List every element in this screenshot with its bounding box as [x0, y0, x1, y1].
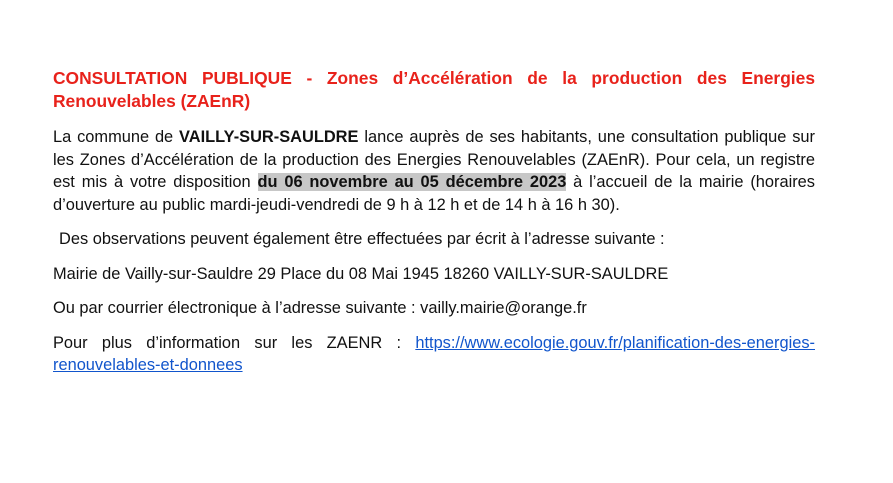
info-text: Pour plus d’information sur les ZAENR : [53, 333, 416, 352]
email-paragraph: Ou par courrier électronique à l’adresse suivante : vailly.mairie@orange.fr [53, 299, 587, 317]
commune-name: VAILLY-SUR-SAULDRE [179, 128, 359, 146]
info-paragraph [53, 332, 815, 377]
document-body [53, 67, 815, 389]
intro-paragraph [53, 126, 815, 216]
observations-paragraph: Des observations peuvent également être effectuées par écrit à l’adresse suivante : [59, 230, 665, 248]
intro-text-2: lance auprès de ses habitants, une consultation publique sur les Zones d’Accélération de la production des Energies Renouvelables (ZAEnR). Pour cela, un registre est mis à votre disposition [53, 128, 815, 191]
intro-text-1: La commune de [53, 128, 180, 146]
intro-text-3: à l’accueil de la mairie (horaires d’ouverture au public mardi-jeudi-vendredi de 9 h à 12 h et de 14 h à 16 h 30). [53, 173, 815, 214]
page-title: CONSULTATION PUBLIQUE - Zones d’Accélération de la production des Energies Renouvelables (ZAEnR) [53, 68, 815, 111]
consultation-dates: du 06 novembre au 05 décembre 2023 [257, 173, 567, 191]
postal-address: Mairie de Vailly-sur-Sauldre 29 Place du 08 Mai 1945 18260 VAILLY-SUR-SAULDRE [53, 264, 669, 283]
info-link[interactable]: https://www.ecologie.gouv.fr/planification-des-energies-renouvelables-et-donnees [53, 333, 815, 374]
